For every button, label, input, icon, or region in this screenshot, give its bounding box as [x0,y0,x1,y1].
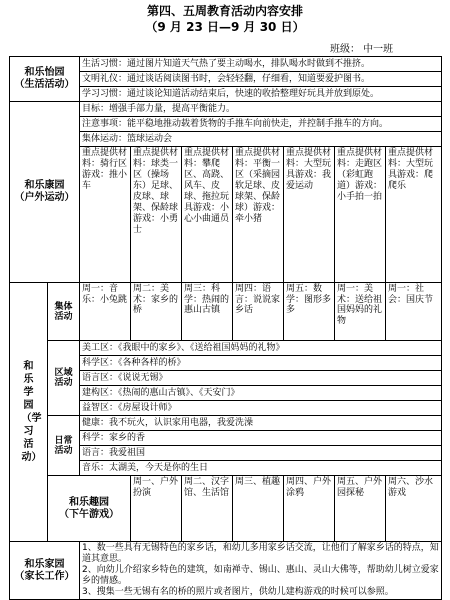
life-section-label: 和乐怡园 （生活活动） [10,57,80,102]
health-notes: 注意事项：能平稳地推动载着货物的手推车向前快走，并控制手推车的方向。 [82,119,389,129]
group-day: 周二：美术：家乡的桥 [131,283,182,341]
area-item: 美工区：《我眼中的家乡》、《送给祖国妈妈的礼物》 [82,343,285,353]
health-goal: 目标：增强手部力量，提高平衡能力。 [82,104,236,114]
area-item: 科学区：《各种各样的桥》 [82,358,186,368]
play-day: 周三、植趣 [233,476,284,542]
play-day: 周一、户外扮演 [131,476,182,542]
zone-cell: 重点提供材料：大型玩具游戏：我爱运动 [284,147,335,283]
daily-item: 语言：我爱祖国 [82,448,146,458]
zone-cell: 重点提供材料：走跑区（彩虹跑道）游戏：小手拍一拍 [335,147,386,283]
daily-activity-label: 日常活动 [48,416,80,476]
schedule-table [9,56,442,600]
play-day: 周四、户外涂鸦 [284,476,335,542]
daily-item: 健康：我不玩火，认识家用电器，我爱洗澡 [82,418,254,428]
area-item: 语言区：《说说无锡》 [82,373,168,383]
play-day: 周六、沙水游戏 [386,476,442,542]
zone-cell: 重点提供材料：平衡一区（采摘园软足球、皮球架、保龄球）游戏：牵小猪 [233,147,284,283]
date-range: （9 月 23 日—9 月 30 日） [145,20,305,34]
zone-cell: 重点提供材料：骑行区游戏：推小车 [80,147,131,283]
play-day: 周五、户外园探秘 [335,476,386,542]
play-day: 周二、汉字馆、生活馆 [182,476,233,542]
group-day: 周一：音乐：小兔跳 [80,283,131,341]
group-day: 周四：语言：说说家乡话 [233,283,284,341]
group-day: 周五：数学：图形多多 [284,283,335,341]
area-activity-label: 区域活动 [48,341,80,416]
health-section-label: 和乐康园 （户外运动） [10,102,80,283]
home-items [80,542,442,600]
area-item: 益智区：《房屋设计师》 [82,403,177,413]
play-section-label: 和乐趣园 （下午游戏） [48,476,131,542]
group-day: 周一：美术：送给祖国妈妈的礼物 [335,283,386,341]
group-exercise: 集体运动：篮球运动会 [82,134,173,144]
life-row-1 [10,57,442,72]
zone-cell: 重点提供材料：球类一区（操场东）足球、皮球、球架、保龄球游戏：小勇士 [131,147,182,283]
area-item: 建构区：《热闹的惠山古镇》、《天安门》 [82,388,240,398]
daily-item: 音乐：太湖美，今天是你的生日 [82,463,209,473]
area-row-1 [10,341,442,356]
daily-row-1 [10,416,442,431]
home-row [10,542,442,600]
life-item: 生活习惯：通过图片知道天气热了要主动喝水，排队喝水时做到不推挤。 [82,59,371,69]
group-activity-label: 集体活动 [48,283,80,341]
class-label: 班级： 中一班 [330,44,394,55]
home-item: 2、向幼儿介绍家乡特色的建筑，如南禅寺、锡山、惠山、灵山大佛等，帮助幼儿树立爱家乡的情感。 [82,565,439,586]
home-item: 1、数一些具有无锡特色的家乡话，和幼儿多用家乡话交流，让他们了解家乡话的特点，知道其意思。 [82,543,439,564]
document-title: 第四、五周教育活动内容安排 [146,4,303,18]
health-row-1 [10,102,442,117]
learn-group-row [10,283,442,341]
play-row [10,476,442,542]
home-section-label: 和乐家园 （家长工作） [10,542,80,600]
zone-cell: 重点提供材料：大型玩具游戏：爬爬乐 [386,147,442,283]
life-item: 学习习惯：通过谈论知道活动结束后，快速的收拾整理好玩具并放到原处。 [82,89,380,99]
group-day: 周三：科学：热闹的惠山古镇 [182,283,233,341]
life-item: 文明礼仪：通过谈话阅读图书时，会轻轻翻，仔细看，知道要爱护图书。 [82,74,371,84]
daily-item: 科学：家乡的香 [82,433,146,443]
learn-section-label: 和乐学园（学习活动） [10,283,48,542]
home-item: 3、搜集一些无锡有名的桥的照片或者图片，供幼儿建构游戏的时候可以参照。 [82,587,394,597]
zone-cell: 重点提供材料：攀爬区、高跷、风车、皮球、拖拉玩具游戏：小心小曲通员 [182,147,233,283]
group-day: 周一：社会：国庆节 [386,283,442,341]
